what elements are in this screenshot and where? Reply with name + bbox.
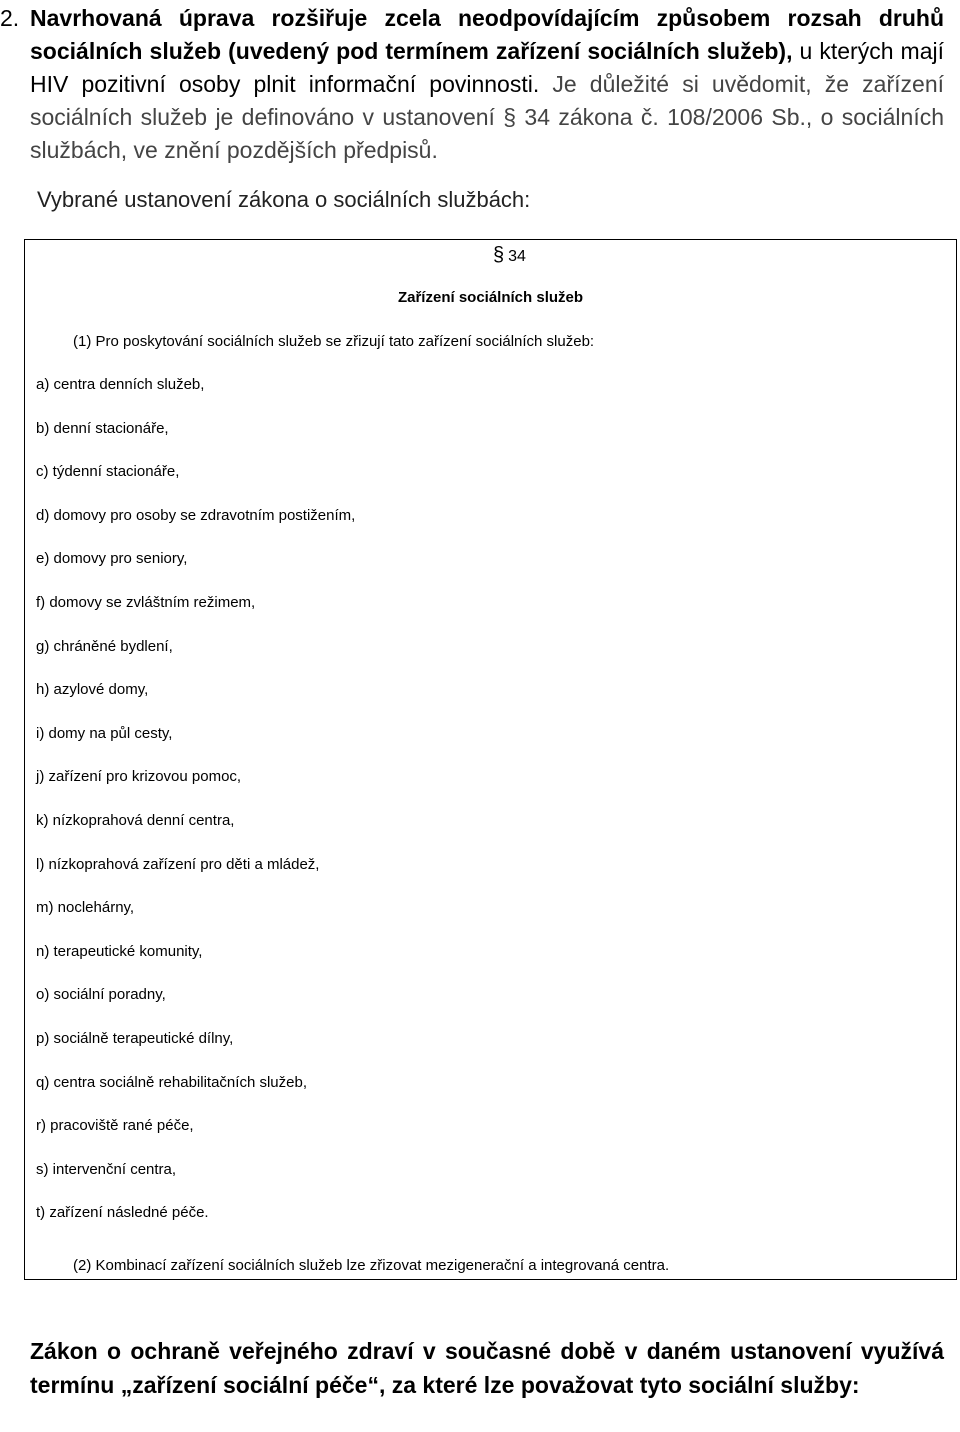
list-item: p) sociálně terapeutické dílny, <box>36 1029 234 1047</box>
closing-paragraph: Zákon o ochraně veřejného zdraví v současné době v daném ustanovení využívá termínu „zařízení sociální péče“, za které lze považovat tyto sociální služby: <box>30 1338 944 1398</box>
list-item: h) azylové domy, <box>36 681 149 699</box>
list-item: q) centra sociálně rehabilitačních služeb, <box>36 1073 307 1091</box>
list-item: t) zařízení následné péče. <box>36 1204 209 1222</box>
list-item: o) sociální poradny, <box>36 986 166 1004</box>
list-item: l) nízkoprahová zařízení pro děti a mládež, <box>36 855 320 873</box>
intro-normal-text: u kterých mají HIV pozitivní osoby plnit informační povinnosti. <box>30 38 944 97</box>
facility-list <box>36 375 355 1247</box>
intro-bold-text: Navrhovaná úprava rozšiřuje zcela neodpovídajícím způsobem rozsah druhů sociálních služeb (uvedený pod termínem zařízení sociálních služeb), <box>30 5 944 64</box>
list-item: k) nízkoprahová denní centra, <box>36 811 235 829</box>
intro-gray-text: Je důležité si uvědomit, že zařízení sociálních služeb je definováno v ustanovení <box>30 71 944 130</box>
intro-paragraph <box>30 2 944 167</box>
list-item: g) chráněné bydlení, <box>36 637 173 655</box>
list-item: j) zařízení pro krizovou pomoc, <box>36 768 242 786</box>
intro-end-text: 34 zákona č. 108/2006 Sb., o sociálních službách, ve znění pozdějších předpisů. <box>30 104 945 163</box>
section-sign-glyph: § <box>493 244 505 266</box>
list-item: a) centra denních služeb, <box>36 376 205 393</box>
subheading: Vybrané ustanovení zákona o sociálních službách: <box>37 187 531 212</box>
list-item: m) noclehárny, <box>36 899 135 917</box>
paragraph-1: (1) Pro poskytování sociálních služeb se zřizují tato zařízení sociálních služeb: <box>73 333 595 350</box>
list-item: e) domovy pro seniory, <box>36 550 188 568</box>
list-item: i) domy na půl cesty, <box>36 724 173 742</box>
list-item: r) pracoviště rané péče, <box>36 1117 194 1135</box>
paragraph-2: (2) Kombinací zařízení sociálních služeb lze zřizovat mezigenerační a integrovaná centra. <box>73 1257 670 1274</box>
list-item: n) terapeutické komunity, <box>36 942 203 960</box>
section-sign: § <box>494 104 525 130</box>
section-heading <box>493 245 526 267</box>
section-title: Zařízení sociálních služeb <box>397 289 584 306</box>
list-item: s) intervenční centra, <box>36 1160 177 1178</box>
list-item: b) denní stacionáře, <box>36 419 169 437</box>
list-item: d) domovy pro osoby se zdravotním postižením, <box>36 506 356 524</box>
section-number: 34 <box>508 248 526 265</box>
list-item: c) týdenní stacionáře, <box>36 463 180 481</box>
list-item: f) domovy se zvláštním režimem, <box>36 593 256 611</box>
law-excerpt-box <box>24 239 957 1280</box>
point-number: 2. <box>0 5 20 31</box>
